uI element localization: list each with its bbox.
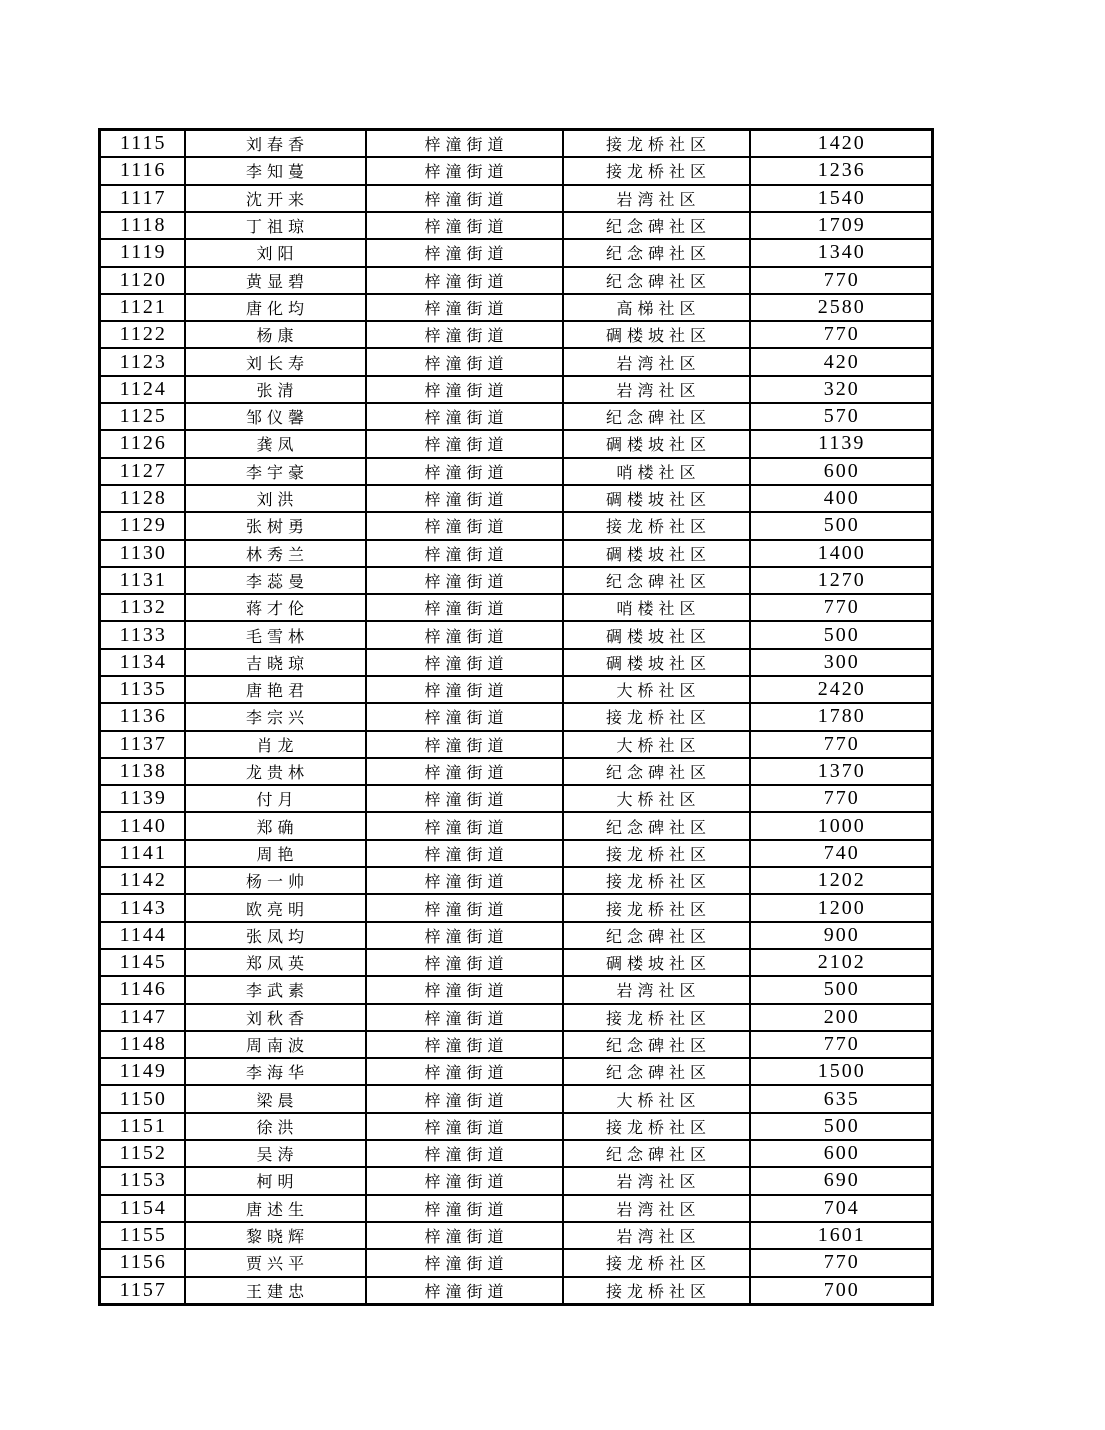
cell-serial: 1128 — [100, 485, 185, 512]
table-row — [100, 621, 933, 648]
table-row — [100, 1058, 933, 1085]
cell-street: 梓潼街道 — [366, 540, 563, 567]
cell-serial: 1139 — [100, 785, 185, 812]
cell-street: 梓潼街道 — [366, 731, 563, 758]
cell-street: 梓潼街道 — [366, 1031, 563, 1058]
cell-street: 梓潼街道 — [366, 321, 563, 348]
cell-serial: 1149 — [100, 1058, 185, 1085]
cell-serial: 1126 — [100, 430, 185, 457]
cell-street: 梓潼街道 — [366, 867, 563, 894]
cell-street: 梓潼街道 — [366, 676, 563, 703]
table-row — [100, 376, 933, 403]
table-row — [100, 267, 933, 294]
table-row — [100, 1113, 933, 1140]
cell-serial: 1141 — [100, 840, 185, 867]
cell-serial: 1140 — [100, 812, 185, 839]
cell-serial: 1152 — [100, 1140, 185, 1167]
cell-community: 接龙桥社区 — [563, 1249, 750, 1276]
cell-amount: 2580 — [750, 294, 933, 321]
cell-serial: 1127 — [100, 458, 185, 485]
cell-street: 梓潼街道 — [366, 949, 563, 976]
cell-community: 接龙桥社区 — [563, 512, 750, 539]
cell-street: 梓潼街道 — [366, 1167, 563, 1194]
cell-community: 接龙桥社区 — [563, 867, 750, 894]
cell-street: 梓潼街道 — [366, 403, 563, 430]
cell-community: 岩湾社区 — [563, 1222, 750, 1249]
table-row — [100, 1249, 933, 1276]
cell-name: 吴涛 — [185, 1140, 366, 1167]
table-row — [100, 1277, 933, 1305]
cell-street: 梓潼街道 — [366, 567, 563, 594]
cell-community: 碉楼坡社区 — [563, 485, 750, 512]
table-row — [100, 703, 933, 730]
cell-amount: 770 — [750, 594, 933, 621]
cell-amount: 1420 — [750, 130, 933, 158]
cell-community: 高梯社区 — [563, 294, 750, 321]
cell-name: 杨康 — [185, 321, 366, 348]
cell-amount: 500 — [750, 1113, 933, 1140]
table-row — [100, 758, 933, 785]
cell-name: 刘洪 — [185, 485, 366, 512]
cell-community: 大桥社区 — [563, 676, 750, 703]
table-row — [100, 294, 933, 321]
cell-name: 吉晓琼 — [185, 649, 366, 676]
cell-street: 梓潼街道 — [366, 294, 563, 321]
cell-name: 郑确 — [185, 812, 366, 839]
cell-serial: 1131 — [100, 567, 185, 594]
cell-street: 梓潼街道 — [366, 812, 563, 839]
cell-community: 接龙桥社区 — [563, 1277, 750, 1305]
cell-street: 梓潼街道 — [366, 703, 563, 730]
cell-amount: 1370 — [750, 758, 933, 785]
table-row — [100, 540, 933, 567]
roster-table — [98, 128, 934, 1306]
table-row — [100, 185, 933, 212]
cell-amount: 1540 — [750, 185, 933, 212]
cell-amount: 704 — [750, 1195, 933, 1222]
cell-community: 岩湾社区 — [563, 1195, 750, 1222]
cell-serial: 1115 — [100, 130, 185, 158]
table-row — [100, 1085, 933, 1112]
cell-amount: 770 — [750, 321, 933, 348]
cell-amount: 1236 — [750, 157, 933, 184]
cell-serial: 1138 — [100, 758, 185, 785]
cell-amount: 1200 — [750, 894, 933, 921]
cell-name: 李武素 — [185, 976, 366, 1003]
table-row — [100, 212, 933, 239]
cell-street: 梓潼街道 — [366, 157, 563, 184]
cell-amount: 770 — [750, 267, 933, 294]
table-row — [100, 649, 933, 676]
cell-amount: 200 — [750, 1004, 933, 1031]
cell-serial: 1123 — [100, 348, 185, 375]
cell-serial: 1145 — [100, 949, 185, 976]
table-row — [100, 567, 933, 594]
cell-name: 张树勇 — [185, 512, 366, 539]
cell-amount: 700 — [750, 1277, 933, 1305]
cell-serial: 1151 — [100, 1113, 185, 1140]
cell-community: 纪念碑社区 — [563, 812, 750, 839]
cell-serial: 1129 — [100, 512, 185, 539]
cell-name: 刘秋香 — [185, 1004, 366, 1031]
table-row — [100, 485, 933, 512]
cell-community: 接龙桥社区 — [563, 840, 750, 867]
cell-serial: 1118 — [100, 212, 185, 239]
cell-street: 梓潼街道 — [366, 649, 563, 676]
cell-serial: 1136 — [100, 703, 185, 730]
cell-amount: 690 — [750, 1167, 933, 1194]
cell-street: 梓潼街道 — [366, 512, 563, 539]
cell-street: 梓潼街道 — [366, 1058, 563, 1085]
cell-name: 付月 — [185, 785, 366, 812]
cell-amount: 1780 — [750, 703, 933, 730]
cell-amount: 600 — [750, 1140, 933, 1167]
cell-serial: 1156 — [100, 1249, 185, 1276]
cell-amount: 1270 — [750, 567, 933, 594]
cell-community: 纪念碑社区 — [563, 567, 750, 594]
cell-amount: 770 — [750, 1249, 933, 1276]
cell-community: 接龙桥社区 — [563, 1113, 750, 1140]
table-row — [100, 458, 933, 485]
cell-name: 刘阳 — [185, 239, 366, 266]
cell-name: 邹仪馨 — [185, 403, 366, 430]
cell-amount: 320 — [750, 376, 933, 403]
cell-amount: 1400 — [750, 540, 933, 567]
table-row — [100, 894, 933, 921]
cell-serial: 1122 — [100, 321, 185, 348]
cell-serial: 1125 — [100, 403, 185, 430]
cell-community: 碉楼坡社区 — [563, 949, 750, 976]
table-row — [100, 1167, 933, 1194]
cell-community: 碉楼坡社区 — [563, 621, 750, 648]
table-row — [100, 1031, 933, 1058]
cell-name: 张凤均 — [185, 922, 366, 949]
cell-amount: 1139 — [750, 430, 933, 457]
cell-street: 梓潼街道 — [366, 212, 563, 239]
cell-serial: 1121 — [100, 294, 185, 321]
cell-serial: 1130 — [100, 540, 185, 567]
cell-community: 纪念碑社区 — [563, 267, 750, 294]
cell-serial: 1153 — [100, 1167, 185, 1194]
cell-serial: 1157 — [100, 1277, 185, 1305]
cell-name: 李海华 — [185, 1058, 366, 1085]
cell-name: 毛雪林 — [185, 621, 366, 648]
cell-serial: 1150 — [100, 1085, 185, 1112]
cell-community: 纪念碑社区 — [563, 403, 750, 430]
table-row — [100, 130, 933, 158]
cell-name: 蒋才伦 — [185, 594, 366, 621]
cell-street: 梓潼街道 — [366, 458, 563, 485]
table-row — [100, 512, 933, 539]
table-row — [100, 731, 933, 758]
table-row — [100, 1195, 933, 1222]
cell-serial: 1120 — [100, 267, 185, 294]
table-row — [100, 1004, 933, 1031]
cell-street: 梓潼街道 — [366, 1222, 563, 1249]
cell-serial: 1133 — [100, 621, 185, 648]
cell-street: 梓潼街道 — [366, 430, 563, 457]
cell-community: 纪念碑社区 — [563, 1058, 750, 1085]
table-row — [100, 157, 933, 184]
cell-name: 黎晓辉 — [185, 1222, 366, 1249]
cell-amount: 1202 — [750, 867, 933, 894]
cell-name: 徐洪 — [185, 1113, 366, 1140]
cell-street: 梓潼街道 — [366, 840, 563, 867]
cell-street: 梓潼街道 — [366, 922, 563, 949]
table-row — [100, 840, 933, 867]
cell-community: 大桥社区 — [563, 731, 750, 758]
cell-amount: 2420 — [750, 676, 933, 703]
cell-amount: 570 — [750, 403, 933, 430]
cell-street: 梓潼街道 — [366, 1277, 563, 1305]
cell-serial: 1116 — [100, 157, 185, 184]
cell-community: 碉楼坡社区 — [563, 540, 750, 567]
cell-street: 梓潼街道 — [366, 894, 563, 921]
cell-serial: 1132 — [100, 594, 185, 621]
cell-street: 梓潼街道 — [366, 594, 563, 621]
cell-amount: 1000 — [750, 812, 933, 839]
cell-amount: 900 — [750, 922, 933, 949]
cell-street: 梓潼街道 — [366, 976, 563, 1003]
cell-name: 沈开来 — [185, 185, 366, 212]
cell-serial: 1146 — [100, 976, 185, 1003]
table-row — [100, 922, 933, 949]
table-row — [100, 403, 933, 430]
cell-amount: 1601 — [750, 1222, 933, 1249]
cell-community: 大桥社区 — [563, 785, 750, 812]
cell-street: 梓潼街道 — [366, 267, 563, 294]
cell-name: 丁祖琼 — [185, 212, 366, 239]
cell-serial: 1137 — [100, 731, 185, 758]
table-row — [100, 867, 933, 894]
cell-name: 刘春香 — [185, 130, 366, 158]
cell-name: 唐化均 — [185, 294, 366, 321]
cell-name: 梁晨 — [185, 1085, 366, 1112]
cell-amount: 770 — [750, 731, 933, 758]
cell-serial: 1144 — [100, 922, 185, 949]
cell-street: 梓潼街道 — [366, 376, 563, 403]
cell-name: 龚凤 — [185, 430, 366, 457]
cell-street: 梓潼街道 — [366, 1085, 563, 1112]
cell-name: 张清 — [185, 376, 366, 403]
cell-amount: 770 — [750, 785, 933, 812]
table-row — [100, 348, 933, 375]
cell-amount: 635 — [750, 1085, 933, 1112]
cell-street: 梓潼街道 — [366, 348, 563, 375]
cell-street: 梓潼街道 — [366, 758, 563, 785]
cell-name: 肖龙 — [185, 731, 366, 758]
cell-serial: 1135 — [100, 676, 185, 703]
cell-street: 梓潼街道 — [366, 1249, 563, 1276]
cell-name: 王建忠 — [185, 1277, 366, 1305]
cell-serial: 1134 — [100, 649, 185, 676]
cell-community: 岩湾社区 — [563, 1167, 750, 1194]
cell-community: 接龙桥社区 — [563, 703, 750, 730]
table-row — [100, 949, 933, 976]
cell-amount: 1709 — [750, 212, 933, 239]
cell-amount: 740 — [750, 840, 933, 867]
cell-name: 唐述生 — [185, 1195, 366, 1222]
cell-name: 郑凤英 — [185, 949, 366, 976]
cell-name: 李宗兴 — [185, 703, 366, 730]
cell-serial: 1124 — [100, 376, 185, 403]
cell-street: 梓潼街道 — [366, 1004, 563, 1031]
table-row — [100, 1140, 933, 1167]
cell-street: 梓潼街道 — [366, 239, 563, 266]
cell-serial: 1119 — [100, 239, 185, 266]
cell-street: 梓潼街道 — [366, 185, 563, 212]
cell-name: 林秀兰 — [185, 540, 366, 567]
cell-street: 梓潼街道 — [366, 1140, 563, 1167]
cell-community: 大桥社区 — [563, 1085, 750, 1112]
cell-community: 碉楼坡社区 — [563, 321, 750, 348]
table-row — [100, 594, 933, 621]
cell-name: 柯明 — [185, 1167, 366, 1194]
cell-name: 周艳 — [185, 840, 366, 867]
cell-amount: 500 — [750, 512, 933, 539]
cell-community: 岩湾社区 — [563, 976, 750, 1003]
cell-name: 唐艳君 — [185, 676, 366, 703]
cell-street: 梓潼街道 — [366, 1113, 563, 1140]
table-row — [100, 321, 933, 348]
cell-community: 岩湾社区 — [563, 348, 750, 375]
cell-street: 梓潼街道 — [366, 130, 563, 158]
cell-community: 纪念碑社区 — [563, 1031, 750, 1058]
cell-community: 纪念碑社区 — [563, 922, 750, 949]
cell-amount: 2102 — [750, 949, 933, 976]
table-row — [100, 430, 933, 457]
cell-serial: 1142 — [100, 867, 185, 894]
cell-street: 梓潼街道 — [366, 621, 563, 648]
cell-amount: 300 — [750, 649, 933, 676]
cell-serial: 1117 — [100, 185, 185, 212]
cell-name: 周南波 — [185, 1031, 366, 1058]
cell-community: 接龙桥社区 — [563, 157, 750, 184]
cell-amount: 770 — [750, 1031, 933, 1058]
cell-community: 纪念碑社区 — [563, 1140, 750, 1167]
cell-community: 纪念碑社区 — [563, 239, 750, 266]
cell-amount: 500 — [750, 976, 933, 1003]
cell-community: 接龙桥社区 — [563, 1004, 750, 1031]
cell-community: 纪念碑社区 — [563, 758, 750, 785]
cell-community: 岩湾社区 — [563, 185, 750, 212]
cell-amount: 400 — [750, 485, 933, 512]
table-row — [100, 976, 933, 1003]
table-row — [100, 1222, 933, 1249]
cell-serial: 1143 — [100, 894, 185, 921]
cell-name: 贾兴平 — [185, 1249, 366, 1276]
cell-amount: 1500 — [750, 1058, 933, 1085]
table-row — [100, 676, 933, 703]
table-row — [100, 239, 933, 266]
cell-amount: 420 — [750, 348, 933, 375]
cell-serial: 1147 — [100, 1004, 185, 1031]
cell-serial: 1148 — [100, 1031, 185, 1058]
cell-serial: 1154 — [100, 1195, 185, 1222]
cell-name: 李蕊曼 — [185, 567, 366, 594]
cell-name: 李宇豪 — [185, 458, 366, 485]
cell-street: 梓潼街道 — [366, 1195, 563, 1222]
cell-name: 刘长寿 — [185, 348, 366, 375]
cell-name: 杨一帅 — [185, 867, 366, 894]
table-row — [100, 785, 933, 812]
cell-amount: 500 — [750, 621, 933, 648]
cell-amount: 1340 — [750, 239, 933, 266]
cell-serial: 1155 — [100, 1222, 185, 1249]
cell-community: 碉楼坡社区 — [563, 430, 750, 457]
table-row — [100, 812, 933, 839]
cell-name: 欧亮明 — [185, 894, 366, 921]
cell-community: 碉楼坡社区 — [563, 649, 750, 676]
cell-street: 梓潼街道 — [366, 785, 563, 812]
cell-community: 接龙桥社区 — [563, 130, 750, 158]
cell-name: 龙贵林 — [185, 758, 366, 785]
cell-community: 哨楼社区 — [563, 594, 750, 621]
cell-community: 岩湾社区 — [563, 376, 750, 403]
cell-name: 黄显碧 — [185, 267, 366, 294]
cell-community: 哨楼社区 — [563, 458, 750, 485]
cell-community: 接龙桥社区 — [563, 894, 750, 921]
cell-name: 李知蔓 — [185, 157, 366, 184]
cell-street: 梓潼街道 — [366, 485, 563, 512]
cell-amount: 600 — [750, 458, 933, 485]
cell-community: 纪念碑社区 — [563, 212, 750, 239]
